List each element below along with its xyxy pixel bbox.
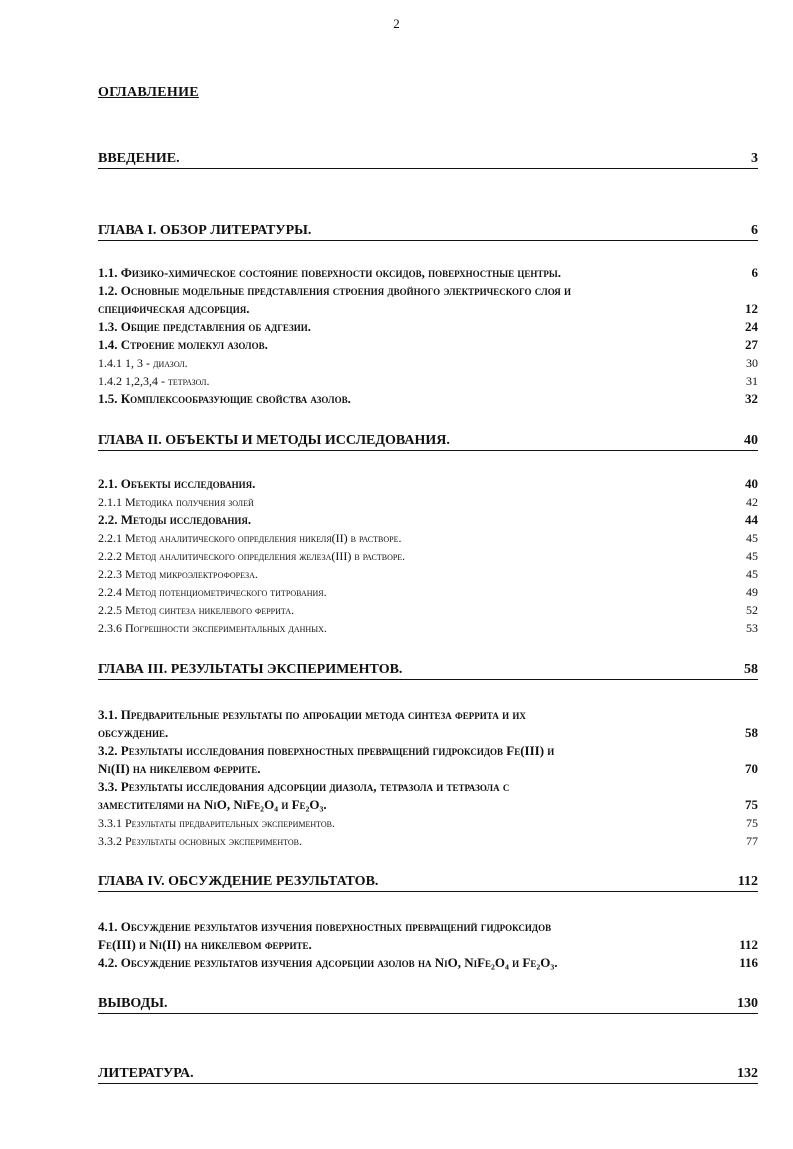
toc-entry-page: 44 — [745, 512, 758, 527]
toc-entry-1-4[interactable] — [98, 336, 758, 354]
toc-entry-1-4-2[interactable] — [98, 372, 758, 390]
toc-entry-page: 112 — [737, 874, 758, 889]
toc-entry-title: ГЛАВА II. ОБЪЕКТЫ И МЕТОДЫ ИССЛЕДОВАНИЯ. — [98, 433, 450, 448]
toc-entry-title: 2.1. Объекты исследования. — [98, 476, 256, 491]
toc-entry-2-2-4[interactable] — [98, 583, 758, 601]
toc-entry-title: 2.2.2 Метод аналитического определения железа(III) в растворе. — [98, 549, 406, 563]
toc-entry-page: 30 — [746, 356, 758, 370]
toc-entry-page: 42 — [746, 495, 758, 509]
page-number: 2 — [393, 16, 400, 31]
toc-entry-1-5[interactable] — [98, 390, 758, 408]
toc-entry-literature[interactable] — [98, 1066, 758, 1084]
toc-entry-page: 70 — [745, 761, 758, 776]
toc-entry-page: 3 — [751, 151, 758, 166]
toc-entry-page: 116 — [739, 955, 758, 970]
toc-entry-page: 40 — [745, 476, 758, 491]
toc-entry-page: 77 — [746, 834, 758, 848]
toc-entry-page: 24 — [745, 319, 758, 334]
toc-entry-intro[interactable] — [98, 151, 758, 169]
toc-entry-page: 53 — [746, 621, 758, 635]
toc-entry-title: обсуждение. — [98, 725, 169, 740]
toc-entry-title: 1.4. Строение молекул азолов. — [98, 337, 268, 352]
toc-entry-chapter-4[interactable] — [98, 874, 758, 892]
toc-entry-1-4-1[interactable] — [98, 354, 758, 372]
toc-entry-3-2-line1[interactable]: 3.2. Результаты исследования поверхностных превращений гидроксидов Fe(III) и — [98, 743, 555, 758]
toc-entry-title: 1.4.2 1,2,3,4 - тетразол. — [98, 374, 210, 388]
toc-entry-3-2[interactable] — [98, 760, 758, 778]
toc-entry-title: Fe(III) и Ni(II) на никелевом феррите. — [98, 937, 312, 952]
chapter-4-sections — [98, 918, 758, 972]
toc-entry-4-1[interactable] — [98, 936, 758, 954]
toc-entry-3-1-line1[interactable]: 3.1. Предварительные результаты по апробации метода синтеза феррита и их — [98, 707, 526, 722]
toc-entry-page: 130 — [737, 996, 758, 1011]
toc-entry-title: 2.2.3 Метод микроэлектрофореза. — [98, 567, 258, 581]
toc-entry-page: 6 — [751, 223, 758, 238]
toc-title: ОГЛАВЛЕНИЕ — [98, 85, 199, 100]
toc-entry-title: 2.2. Методы исследования. — [98, 512, 252, 527]
toc-entry-title: специфическая адсорбция. — [98, 301, 250, 316]
toc-entry-conclusions[interactable] — [98, 996, 758, 1014]
toc-entry-1-2-line1[interactable]: 1.2. Основные модельные представления строения двойного электрического слоя и — [98, 283, 572, 298]
toc-entry-page: 45 — [746, 549, 758, 563]
toc-entry-title: 3.3.1 Результаты предварительных экспериментов. — [98, 816, 336, 830]
toc-entry-title: ГЛАВА III. РЕЗУЛЬТАТЫ ЭКСПЕРИМЕНТОВ. — [98, 662, 403, 677]
toc-entry-page: 12 — [745, 301, 758, 316]
toc-entry-chapter-3[interactable] — [98, 662, 758, 680]
toc-entry-title: 2.2.5 Метод синтеза никелевого феррита. — [98, 603, 295, 617]
toc-entry-title: 2.2.1 Метод аналитического определения никеля(II) в растворе. — [98, 531, 402, 545]
toc-entry-title: 1.5. Комплексообразующие свойства азолов. — [98, 391, 351, 406]
toc-entry-chapter-2[interactable] — [98, 433, 758, 451]
toc-entry-title: ВЫВОДЫ. — [98, 996, 168, 1011]
toc-entry-2-2[interactable] — [98, 511, 758, 529]
toc-entry-title: ГЛАВА IV. ОБСУЖДЕНИЕ РЕЗУЛЬТАТОВ. — [98, 874, 379, 889]
toc-entry-2-2-5[interactable] — [98, 601, 758, 619]
toc-entry-page: 112 — [739, 937, 758, 952]
chapter-1-sections — [98, 264, 758, 408]
toc-entry-title: 2.3.6 Погрешности экспериментальных данных. — [98, 621, 327, 635]
toc-entry-title: заместителями на NiO, NiFe₂O₄ и Fe₂O₃. — [98, 797, 327, 812]
toc-entry-2-2-1[interactable] — [98, 529, 758, 547]
toc-entry-page: 45 — [746, 567, 758, 581]
toc-entry-title: 1.3. Общие представления об адгезии. — [98, 319, 312, 334]
toc-entry-3-3[interactable] — [98, 796, 758, 814]
toc-entry-page: 132 — [737, 1066, 758, 1081]
toc-entry-3-1[interactable] — [98, 724, 758, 742]
toc-entry-page: 52 — [746, 603, 758, 617]
toc-entry-2-1[interactable] — [98, 475, 758, 493]
toc-entry-2-1-1[interactable] — [98, 493, 758, 511]
toc-entry-page: 6 — [751, 265, 758, 280]
toc-entry-page: 40 — [744, 433, 758, 448]
toc-entry-title: 4.2. Обсуждение результатов изучения адсорбции азолов на NiO, NiFe₂O₄ и Fe₂O₃. — [98, 955, 558, 970]
toc-entry-4-1-line1[interactable]: 4.1. Обсуждение результатов изучения поверхностных превращений гидроксидов — [98, 919, 552, 934]
toc-entry-3-3-line1[interactable]: 3.3. Результаты исследования адсорбции диазола, тетразола и тетразола с — [98, 779, 510, 794]
toc-entry-1-3[interactable] — [98, 318, 758, 336]
chapter-2-sections — [98, 475, 758, 637]
toc-entry-title: 1.1. Физико-химическое состояние поверхности оксидов, поверхностные центры. — [98, 265, 561, 280]
toc-entry-page: 45 — [746, 531, 758, 545]
toc-entry-page: 75 — [745, 797, 758, 812]
toc-entry-page: 75 — [746, 816, 758, 830]
toc-entry-1-1[interactable] — [98, 264, 758, 282]
chapter-3-sections — [98, 706, 758, 850]
toc-entry-chapter-1[interactable] — [98, 223, 758, 241]
toc-entry-page: 27 — [745, 337, 758, 352]
toc-entry-title: ЛИТЕРАТУРА. — [98, 1066, 194, 1081]
toc-entry-title: Ni(II) на никелевом феррите. — [98, 761, 261, 776]
toc-entry-page: 49 — [746, 585, 758, 599]
toc-entry-page: 58 — [745, 725, 758, 740]
toc-entry-2-2-2[interactable] — [98, 547, 758, 565]
toc-entry-title: ГЛАВА I. ОБЗОР ЛИТЕРАТУРЫ. — [98, 223, 312, 238]
toc-entry-3-3-2[interactable] — [98, 832, 758, 850]
toc-entry-page: 58 — [744, 662, 758, 677]
toc-entry-title: 2.1.1 Методика получения золей — [98, 495, 254, 509]
toc-entry-title: 1.4.1 1, 3 - диазол. — [98, 356, 188, 370]
toc-entry-title: 2.2.4 Метод потенциометрического титрования. — [98, 585, 327, 599]
toc-entry-2-3-6[interactable] — [98, 619, 758, 637]
toc-entry-page: 32 — [745, 391, 758, 406]
toc-entry-page: 31 — [746, 374, 758, 388]
toc-entry-1-2[interactable] — [98, 300, 758, 318]
toc-entry-4-2[interactable] — [98, 954, 758, 972]
toc-entry-title: 3.3.2 Результаты основных экспериментов. — [98, 834, 303, 848]
toc-entry-2-2-3[interactable] — [98, 565, 758, 583]
toc-entry-3-3-1[interactable] — [98, 814, 758, 832]
toc-entry-title: ВВЕДЕНИЕ. — [98, 151, 180, 166]
